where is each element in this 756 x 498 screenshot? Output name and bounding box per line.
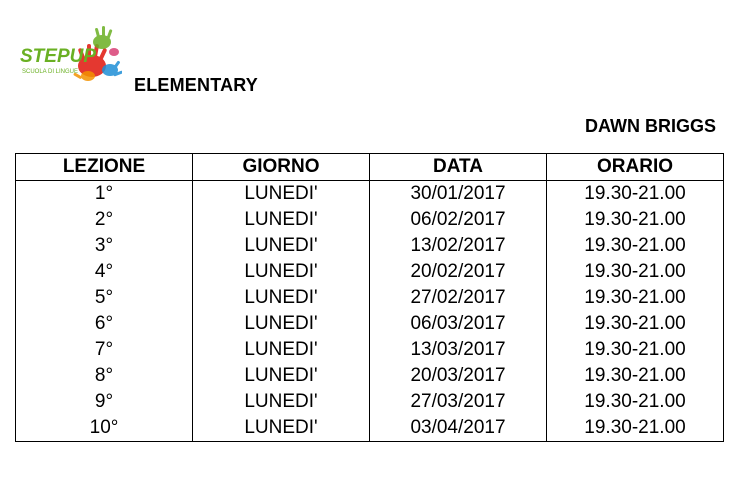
lesson-date: 13/03/2017 (370, 337, 547, 363)
table-row (16, 311, 724, 337)
lesson-date: 30/01/2017 (370, 181, 547, 208)
lesson-day: LUNEDI' (193, 233, 370, 259)
lesson-time: 19.30-21.00 (547, 285, 724, 311)
handprints-icon (18, 26, 122, 84)
logo-brand: STEPUP (20, 46, 97, 67)
lesson-time: 19.30-21.00 (547, 259, 724, 285)
lesson-number: 2° (16, 207, 193, 233)
lesson-day: LUNEDI' (193, 311, 370, 337)
lesson-number: 5° (16, 285, 193, 311)
lesson-day: LUNEDI' (193, 207, 370, 233)
teacher-name: DAWN BRIGGS (585, 116, 717, 136)
lesson-number: 10° (16, 415, 193, 442)
column-header-orario: ORARIO (547, 154, 724, 181)
column-header-data: DATA (370, 154, 547, 181)
lesson-day: LUNEDI' (193, 337, 370, 363)
stepup-logo (18, 26, 122, 84)
logo-tagline: SCUOLA DI LINGUE (22, 69, 79, 75)
table-row (16, 259, 724, 285)
lesson-time: 19.30-21.00 (547, 207, 724, 233)
table-header-row (16, 154, 724, 181)
lesson-day: LUNEDI' (193, 415, 370, 442)
lesson-time: 19.30-21.00 (547, 363, 724, 389)
lesson-time: 19.30-21.00 (547, 389, 724, 415)
table-row (16, 415, 724, 442)
table-row (16, 207, 724, 233)
column-header-giorno: GIORNO (193, 154, 370, 181)
lesson-day: LUNEDI' (193, 285, 370, 311)
table-row (16, 181, 724, 208)
table-row (16, 233, 724, 259)
lesson-date: 03/04/2017 (370, 415, 547, 442)
table-row (16, 363, 724, 389)
lesson-date: 13/02/2017 (370, 233, 547, 259)
lesson-number: 7° (16, 337, 193, 363)
lesson-date: 20/02/2017 (370, 259, 547, 285)
lesson-schedule-table (15, 153, 724, 442)
lesson-number: 1° (16, 181, 193, 208)
lesson-time: 19.30-21.00 (547, 233, 724, 259)
table-row (16, 337, 724, 363)
table-row (16, 285, 724, 311)
lesson-date: 27/02/2017 (370, 285, 547, 311)
lesson-time: 19.30-21.00 (547, 337, 724, 363)
lesson-number: 8° (16, 363, 193, 389)
lesson-date: 06/02/2017 (370, 207, 547, 233)
lesson-day: LUNEDI' (193, 259, 370, 285)
lesson-number: 9° (16, 389, 193, 415)
lesson-date: 20/03/2017 (370, 363, 547, 389)
lesson-number: 3° (16, 233, 193, 259)
table-row (16, 389, 724, 415)
lesson-time: 19.30-21.00 (547, 415, 724, 442)
lesson-number: 4° (16, 259, 193, 285)
course-level: ELEMENTARY (134, 75, 259, 95)
lesson-day: LUNEDI' (193, 181, 370, 208)
lesson-date: 27/03/2017 (370, 389, 547, 415)
lesson-number: 6° (16, 311, 193, 337)
lesson-day: LUNEDI' (193, 363, 370, 389)
lesson-time: 19.30-21.00 (547, 181, 724, 208)
column-header-lezione: LEZIONE (16, 154, 193, 181)
lesson-time: 19.30-21.00 (547, 311, 724, 337)
lesson-day: LUNEDI' (193, 389, 370, 415)
lesson-date: 06/03/2017 (370, 311, 547, 337)
